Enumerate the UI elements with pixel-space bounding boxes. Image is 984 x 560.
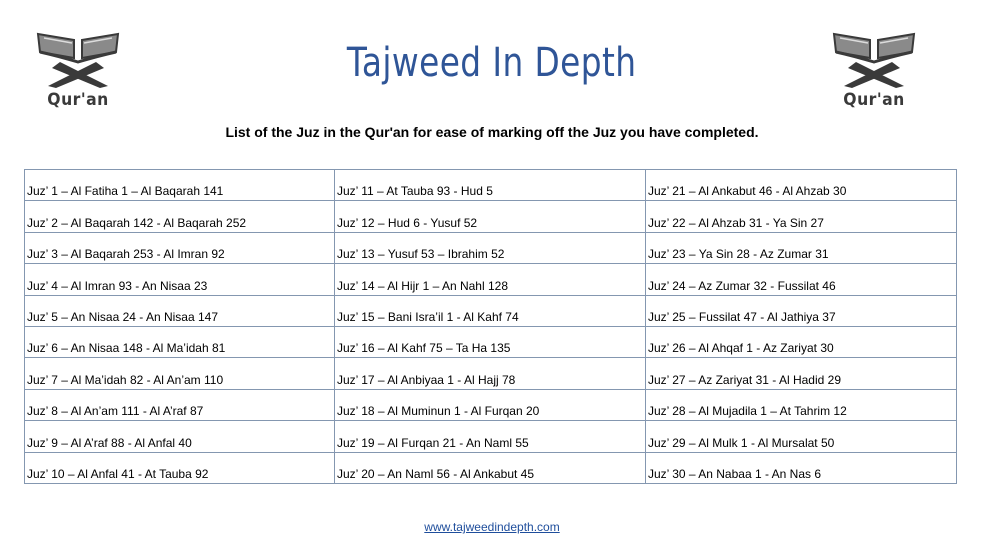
page-subtitle: List of the Juz in the Qur'an for ease of marking off the Juz you have completed.	[225, 124, 759, 140]
table-cell: Juz’ 1 – Al Fatiha 1 – Al Baqarah 141	[25, 170, 335, 201]
table-row	[25, 264, 957, 295]
table-cell: Juz’ 28 – Al Mujadila 1 – At Tahrim 12	[646, 389, 957, 420]
table-cell: Juz’ 6 – An Nisaa 148 - Al Ma’idah 81	[25, 326, 335, 357]
website-link[interactable]: www.tajweedindepth.com	[424, 520, 560, 534]
juz-table	[24, 169, 957, 484]
table-row	[25, 421, 957, 452]
table-cell: Juz’ 4 – Al Imran 93 - An Nisaa 23	[25, 264, 335, 295]
quran-logo-right	[826, 28, 922, 118]
table-row	[25, 232, 957, 263]
table-cell: Juz’ 26 – Al Ahqaf 1 - Az Zariyat 30	[646, 326, 957, 357]
table-cell: Juz’ 13 – Yusuf 53 – Ibrahim 52	[335, 232, 646, 263]
table-cell: Juz’ 20 – An Naml 56 - Al Ankabut 45	[335, 452, 646, 483]
table-cell: Juz’ 5 – An Nisaa 24 - An Nisaa 147	[25, 295, 335, 326]
table-cell: Juz’ 30 – An Nabaa 1 - An Nas 6	[646, 452, 957, 483]
table-cell: Juz’ 12 – Hud 6 - Yusuf 52	[335, 201, 646, 232]
table-cell: Juz’ 27 – Az Zariyat 31 - Al Hadid 29	[646, 358, 957, 389]
table-cell: Juz’ 18 – Al Muminun 1 - Al Furqan 20	[335, 389, 646, 420]
table-cell: Juz’ 22 – Al Ahzab 31 - Ya Sin 27	[646, 201, 957, 232]
table-row	[25, 452, 957, 483]
table-row	[25, 326, 957, 357]
table-cell: Juz’ 7 – Al Ma’idah 82 - Al An’am 110	[25, 358, 335, 389]
table-cell: Juz’ 24 – Az Zumar 32 - Fussilat 46	[646, 264, 957, 295]
page-title: Tajweed In Depth	[346, 40, 637, 86]
quran-on-stand-icon	[830, 28, 918, 90]
table-row	[25, 201, 957, 232]
table-cell: Juz’ 25 – Fussilat 47 - Al Jathiya 37	[646, 295, 957, 326]
table-cell: Juz’ 17 – Al Anbiyaa 1 - Al Hajj 78	[335, 358, 646, 389]
table-cell: Juz’ 8 – Al An’am 111 - Al A’raf 87	[25, 389, 335, 420]
table-cell: Juz’ 3 – Al Baqarah 253 - Al Imran 92	[25, 232, 335, 263]
table-cell: Juz’ 10 – Al Anfal 41 - At Tauba 92	[25, 452, 335, 483]
table-cell: Juz’ 23 – Ya Sin 28 - Az Zumar 31	[646, 232, 957, 263]
table-cell: Juz’ 11 – At Tauba 93 - Hud 5	[335, 170, 646, 201]
table-cell: Juz’ 15 – Bani Isra’il 1 - Al Kahf 74	[335, 295, 646, 326]
table-row	[25, 295, 957, 326]
table-cell: Juz’ 21 – Al Ankabut 46 - Al Ahzab 30	[646, 170, 957, 201]
table-cell: Juz’ 2 – Al Baqarah 142 - Al Baqarah 252	[25, 201, 335, 232]
table-cell: Juz’ 14 – Al Hijr 1 – An Nahl 128	[335, 264, 646, 295]
table-row	[25, 389, 957, 420]
table-row	[25, 170, 957, 201]
logo-caption-left: Qur'an	[47, 90, 109, 110]
table-cell: Juz’ 16 – Al Kahf 75 – Ta Ha 135	[335, 326, 646, 357]
table-cell: Juz’ 9 – Al A’raf 88 - Al Anfal 40	[25, 421, 335, 452]
logo-caption-right: Qur'an	[843, 90, 905, 110]
footer	[0, 520, 984, 534]
table-cell: Juz’ 19 – Al Furqan 21 - An Naml 55	[335, 421, 646, 452]
table-row	[25, 358, 957, 389]
table-cell: Juz’ 29 – Al Mulk 1 - Al Mursalat 50	[646, 421, 957, 452]
